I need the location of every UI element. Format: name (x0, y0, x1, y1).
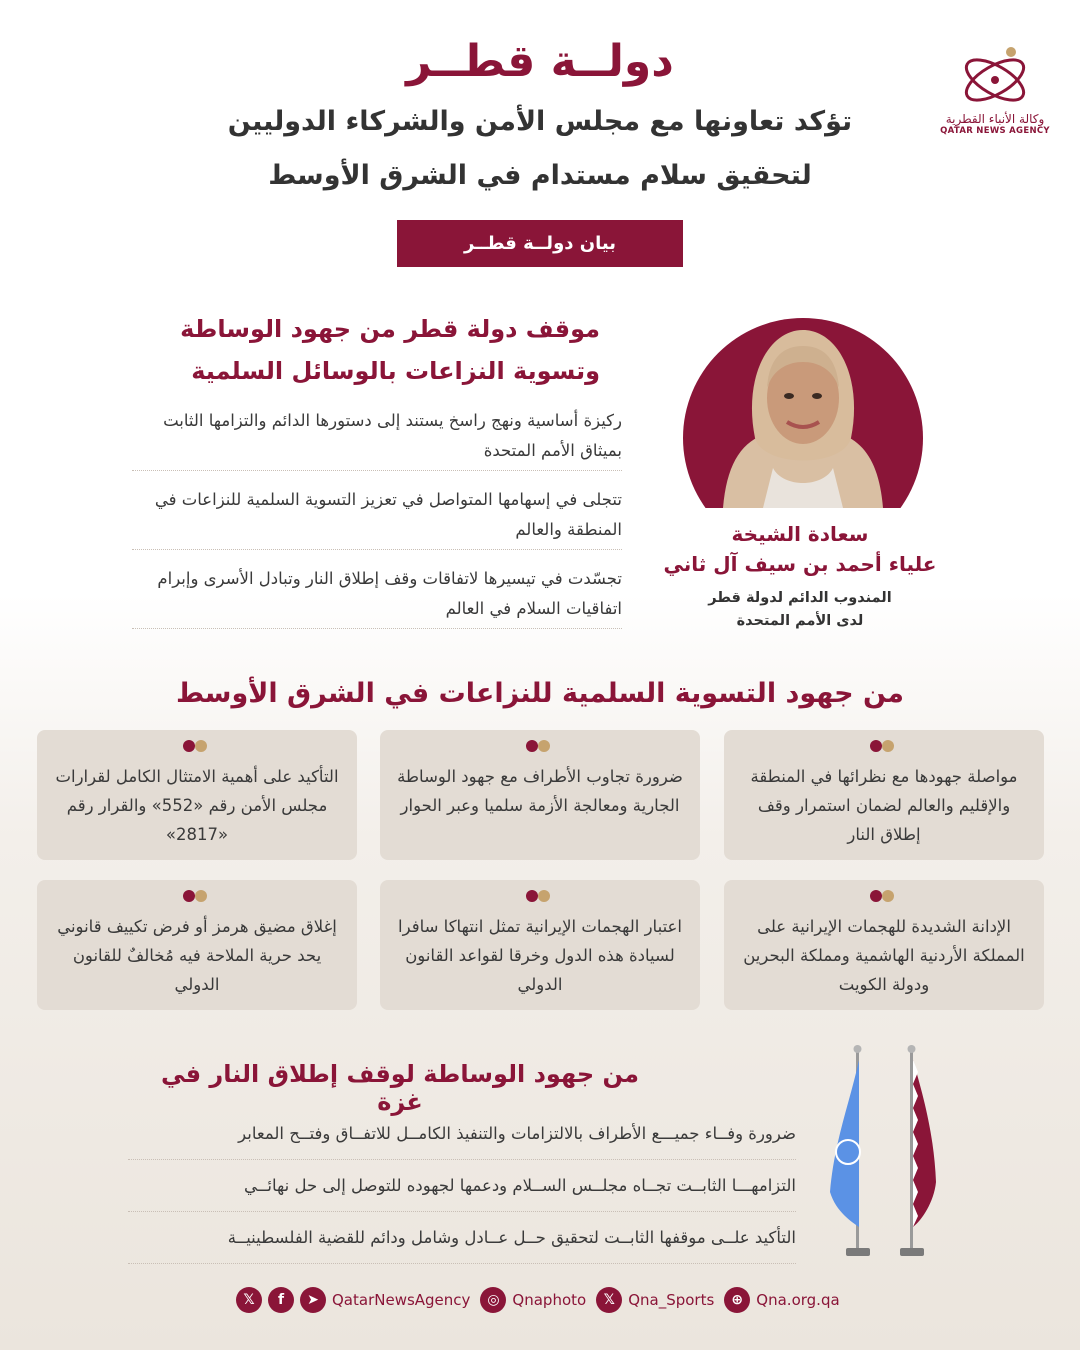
subtitle-line-1: تؤكد تعاونها مع مجلس الأمن والشركاء الدوليين (227, 106, 853, 137)
card-dots (37, 740, 357, 756)
card-text: اعتبار الهجمات الإيرانية تمثل انتهاكا سافرا لسيادة هذه الدول وخرقا لقواعد القانون الدولي (398, 917, 682, 994)
info-card (724, 730, 1044, 860)
instagram-icon[interactable]: ◎ (480, 1287, 506, 1313)
page-title: دولــة قطــر (406, 36, 674, 87)
info-card (724, 880, 1044, 1010)
info-card (37, 730, 357, 860)
card-text: ضرورة تجاوب الأطراف مع جهود الوساطة الجارية ومعالجة الأزمة سلميا وعبر الحوار (397, 767, 683, 815)
info-card (380, 730, 700, 860)
card-dots (380, 890, 700, 906)
portrait (683, 318, 923, 508)
section3-list (128, 1112, 796, 1264)
logo-name-en: QATAR NEWS AGENCY (940, 126, 1050, 136)
section1-item: تجسّدت في تيسيرها لاتفاقات وقف إطلاق النار وتبادل الأسرى وإبرام اتفاقيات السلام في العالم (132, 558, 622, 629)
person-name: علياء أحمد بن سيف آل ثاني (663, 552, 937, 576)
globe-icon[interactable]: ⊕ (724, 1287, 750, 1313)
subtitle-line-2: لتحقيق سلام مستدام في الشرق الأوسط (268, 160, 812, 191)
telegram-icon[interactable]: ➤ (300, 1287, 326, 1313)
section3-item: التأكيد علــى موقفها الثابــت لتحقيق حــل عــادل وشامل ودائم للقضية الفلسطينيــة (128, 1216, 796, 1264)
social-handle-qna[interactable]: QatarNewsAgency (332, 1291, 471, 1309)
person-title: سعادة الشيخة (731, 522, 869, 546)
x-icon[interactable]: 𝕏 (596, 1287, 622, 1313)
section1-list (132, 400, 622, 629)
x-icon[interactable]: 𝕏 (236, 1287, 262, 1313)
un-flag (830, 1060, 859, 1227)
card-text: التأكيد على أهمية الامتثال الكامل لقرارات مجلس الأمن رقم «552» والقرار رقم «2817» (55, 767, 339, 844)
flags-illustration (822, 1042, 952, 1267)
section3-item: ضرورة وفــاء جميـــع الأطراف بالالتزامات والتنفيذ الكامــل للاتفــاق وفتــح المعابر (128, 1112, 796, 1160)
card-dots (724, 740, 1044, 756)
section2-title: من جهود التسوية السلمية للنزاعات في الشرق الأوسط (176, 678, 904, 709)
section1-title-line2: وتسوية النزاعات بالوسائل السلمية (191, 357, 600, 385)
section1-title-line1: موقف دولة قطر من جهود الوساطة (180, 315, 600, 343)
section1-item: تتجلى في إسهامها المتواصل في تعزيز التسوية السلمية للنزاعات في المنطقة والعالم (132, 479, 622, 550)
section1-item: ركيزة أساسية ونهج راسخ يستند إلى دستورها الدائم والتزامها الثابت بميثاق الأمم المتحدة (132, 400, 622, 471)
card-dots (380, 740, 700, 756)
card-text: الإدانة الشديدة للهجمات الإيرانية على المملكة الأردنية الهاشمية ومملكة البحرين ودولة الكويت (743, 917, 1025, 994)
info-card (380, 880, 700, 1010)
social-handle-sports[interactable]: Qna_Sports (628, 1291, 715, 1309)
person-photo (683, 318, 923, 508)
person-role-line2: لدى الأمم المتحدة (736, 613, 864, 629)
website-link[interactable]: Qna.org.qa (756, 1291, 840, 1309)
card-text: مواصلة جهودها مع نظرائها في المنطقة والإقليم والعالم لضمان استمرار وقف إطلاق النار (750, 767, 1018, 844)
section3-item: التزامهـــا الثابــت تجــاه مجلــس الســلام ودعمها لجهوده للتوصل إلى حل نهائــي (128, 1164, 796, 1212)
statement-badge: بيان دولــة قطــر (397, 220, 683, 267)
social-handle-photo[interactable]: Qnaphoto (512, 1291, 587, 1309)
info-card (37, 880, 357, 1010)
section3-title: من جهود الوساطة لوقف إطلاق النار في غزة (161, 1060, 639, 1116)
person-role-line1: المندوب الدائم لدولة قطر (708, 590, 892, 606)
card-text: إغلاق مضيق هرمز أو فرض تكييف قانوني يحد حرية الملاحة فيه مُخالفٌ للقانون الدولي (57, 917, 337, 994)
card-dots (724, 890, 1044, 906)
card-dots (37, 890, 357, 906)
qatar-flag-pole (910, 1050, 913, 1250)
logo-name-ar: وكالة الأنباء القطرية (945, 112, 1045, 126)
section1-title (130, 308, 600, 392)
footer-social (236, 1286, 850, 1314)
facebook-icon[interactable]: f (268, 1287, 294, 1313)
